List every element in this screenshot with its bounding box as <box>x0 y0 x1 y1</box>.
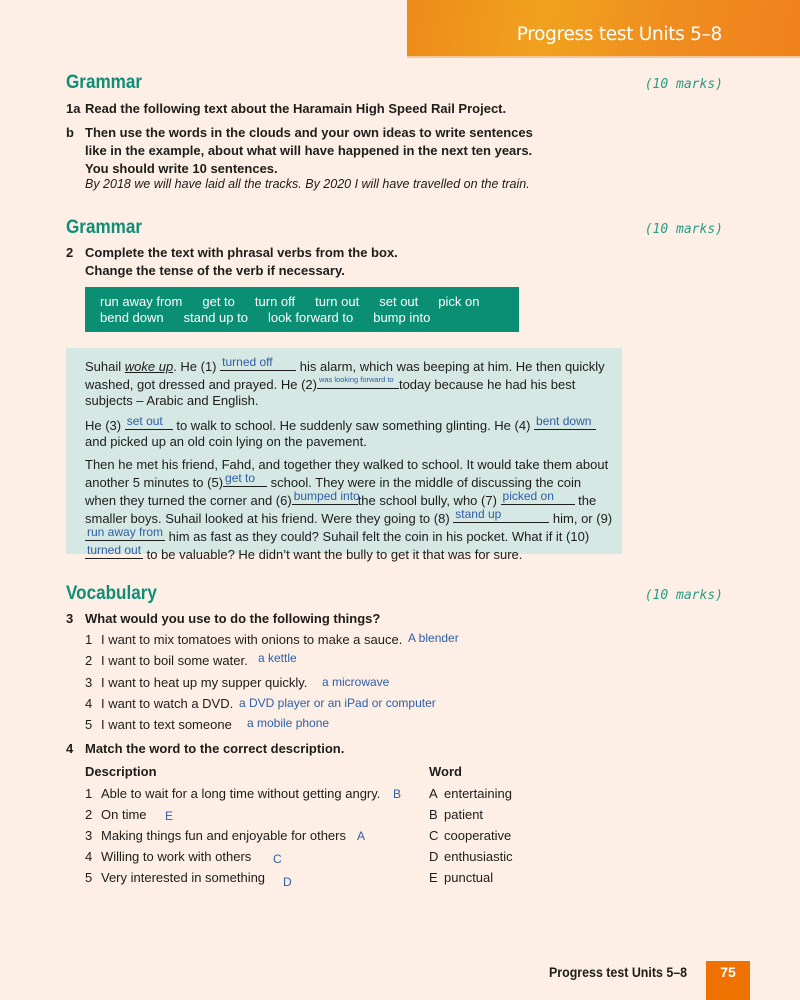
option-letter: D <box>429 849 439 864</box>
item-number: 2 <box>85 807 93 822</box>
question-text: Match the word to the correct description. <box>85 741 345 756</box>
question-line: Change the tense of the verb if necessary. <box>85 263 345 278</box>
item-text: I want to boil some water. <box>101 653 248 668</box>
blank-1[interactable] <box>220 357 296 371</box>
phrasal-verb-box <box>85 287 519 332</box>
vocab-answer-2[interactable]: a kettle <box>258 651 297 665</box>
word-box-item: turn off <box>254 294 296 309</box>
word-box-item: stand up to <box>183 310 248 325</box>
option-text: entertaining <box>444 786 512 801</box>
option-text: punctual <box>444 870 494 885</box>
example-sentence: By 2018 we will have laid all the tracks. By 2020 I will have travelled on the train. <box>85 177 530 191</box>
question-4 <box>66 740 345 758</box>
match-answer-4[interactable]: C <box>273 852 282 866</box>
description-item-2 <box>85 807 147 822</box>
blank-4[interactable] <box>534 416 596 430</box>
description-column-header: Description <box>85 764 157 779</box>
page-number: 75 <box>706 961 750 1000</box>
question-2 <box>66 244 398 280</box>
description-item-4 <box>85 849 251 864</box>
vocab-item-3 <box>85 675 307 690</box>
answer-7: picked on <box>502 489 554 503</box>
story-text: and picked up an old coin lying on the pavement. <box>85 434 367 449</box>
item-number: 4 <box>85 696 93 711</box>
vocab-answer-1[interactable]: A blender <box>408 631 459 645</box>
item-text: I want to heat up my supper quickly. <box>101 675 308 690</box>
question-line: Then use the words in the clouds and your own ideas to write sentences <box>85 125 533 140</box>
vocab-item-1 <box>85 632 402 647</box>
item-number: 5 <box>85 717 93 732</box>
word-option-d <box>429 849 513 864</box>
item-number: 1 <box>85 786 93 801</box>
option-text: enthusiastic <box>444 849 513 864</box>
answer-8: stand up <box>455 507 502 521</box>
option-letter: C <box>429 828 439 843</box>
item-text: On time <box>101 807 147 822</box>
vocab-item-2 <box>85 653 248 668</box>
option-letter: B <box>429 807 438 822</box>
word-box-item: pick on <box>438 294 480 309</box>
question-text: What would you use to do the following things? <box>85 611 381 626</box>
item-text: Able to wait for a long time without getting angry. <box>101 786 381 801</box>
header-banner <box>407 0 800 58</box>
item-text: I want to watch a DVD. <box>101 696 234 711</box>
option-letter: A <box>429 786 438 801</box>
vocab-item-5 <box>85 717 232 732</box>
answer-1: turned off <box>222 355 273 369</box>
word-box-item: run away from <box>100 294 183 309</box>
blank-3[interactable] <box>125 416 173 430</box>
story-text: to be valuable? He didn’t want the bully to get it that was for sure. <box>143 547 523 562</box>
question-number: 1a <box>66 101 81 116</box>
question-number: 4 <box>66 741 74 756</box>
section-title-grammar-2: Grammar <box>66 217 143 238</box>
story-text: to walk to school. He suddenly saw something glinting. He (4) <box>172 418 535 433</box>
answer-5: get to <box>225 471 256 485</box>
vocab-answer-5[interactable]: a mobile phone <box>247 716 330 730</box>
match-answer-3[interactable]: A <box>357 829 366 843</box>
story-text: today because he had his best subjects – Arabic and English. <box>85 377 576 408</box>
item-text: Making things fun and enjoyable for others <box>101 828 346 843</box>
description-item-5 <box>85 870 265 885</box>
word-option-e <box>429 870 493 885</box>
blank-8[interactable] <box>453 509 549 523</box>
section-title-vocabulary: Vocabulary <box>66 583 157 604</box>
story-text: Then he met his friend, Fahd, and together they walked to school. It would take them about another 5 minutes to (5) <box>85 457 609 490</box>
answer-10: turned out <box>87 543 142 557</box>
blank-6[interactable] <box>292 491 358 505</box>
description-item-1 <box>85 786 380 801</box>
section-marks-3: (10 marks) <box>644 588 723 603</box>
word-option-b <box>429 807 483 822</box>
option-text: patient <box>444 807 484 822</box>
item-text: Very interested in something <box>101 870 266 885</box>
story-text: him as fast as they could? Suhail felt the coin in his pocket. What if it (10) <box>165 529 590 544</box>
match-answer-5[interactable]: D <box>283 875 292 889</box>
vocab-item-4 <box>85 696 233 711</box>
vocab-answer-3[interactable]: a microwave <box>322 675 390 689</box>
match-answer-1[interactable]: B <box>393 787 402 801</box>
blank-7[interactable] <box>501 491 575 505</box>
story-text: the school bully, who (7) <box>357 493 501 508</box>
item-number: 1 <box>85 632 93 647</box>
word-box-item: turn out <box>315 294 360 309</box>
word-option-a <box>429 786 512 801</box>
word-box-item: set out <box>379 294 419 309</box>
option-text: cooperative <box>444 828 512 843</box>
word-box-row-2 <box>100 310 519 326</box>
word-box-item: bump into <box>373 310 431 325</box>
question-1b <box>66 124 533 178</box>
item-text: I want to mix tomatoes with onions to make a sauce. <box>101 632 403 647</box>
question-text: Read the following text about the Haramain High Speed Rail Project. <box>85 101 507 116</box>
vocab-answer-4[interactable]: a DVD player or an iPad or computer <box>239 696 436 710</box>
answer-4: bent down <box>536 414 592 428</box>
question-number: 2 <box>66 245 74 260</box>
question-line: like in the example, about what will have happened in the next ten years. <box>85 143 533 158</box>
section-title-grammar-1: Grammar <box>66 72 143 93</box>
page-header-title: Progress test Units 5–8 <box>516 24 722 45</box>
blank-9[interactable] <box>85 527 165 541</box>
story-text: the smaller boys. Suhail looked at his friend. Were they going to (8) <box>85 493 597 526</box>
question-3 <box>66 610 381 628</box>
match-answer-2[interactable]: E <box>165 809 174 823</box>
section-marks-2: (10 marks) <box>644 222 723 237</box>
item-text: Willing to work with others <box>101 849 252 864</box>
item-number: 3 <box>85 828 93 843</box>
description-item-3 <box>85 828 346 843</box>
item-number: 4 <box>85 849 93 864</box>
story-text: his alarm, which was beeping at him. He then quickly washed, got dressed and prayed. He (2) <box>85 359 605 392</box>
blank-2[interactable] <box>317 375 399 389</box>
story-text: . He (1) <box>173 359 221 374</box>
section-marks-1: (10 marks) <box>644 77 723 92</box>
answer-3: set out <box>126 414 163 428</box>
question-number: b <box>66 125 74 140</box>
word-box-item: get to <box>202 294 235 309</box>
word-column-header: Word <box>429 764 462 779</box>
word-box-item: bend down <box>100 310 164 325</box>
blank-10[interactable] <box>85 545 143 559</box>
item-number: 5 <box>85 870 93 885</box>
word-box-item: look forward to <box>267 310 354 325</box>
question-line: Complete the text with phrasal verbs from the box. <box>85 245 398 260</box>
item-number: 3 <box>85 675 93 690</box>
question-1a <box>66 100 507 118</box>
word-option-c <box>429 828 511 843</box>
blank-5[interactable] <box>223 473 267 487</box>
option-letter: E <box>429 870 438 885</box>
answer-6: bumped into <box>293 489 360 503</box>
word-box-row-1 <box>100 294 519 310</box>
question-number: 3 <box>66 611 74 626</box>
story-text: Suhail <box>85 359 125 374</box>
item-text: I want to text someone <box>101 717 232 732</box>
answer-9: run away from <box>87 525 164 539</box>
footer-title: Progress test Units 5–8 <box>549 965 688 980</box>
story-paragraph-1 <box>85 357 615 570</box>
example-answer: woke up <box>124 359 174 374</box>
question-line: You should write 10 sentences. <box>85 161 278 176</box>
story-text: He (3) <box>85 418 125 433</box>
story-text: school. They were in the middle of discussing the coin when they turned the corner and (6) <box>85 475 582 508</box>
item-number: 2 <box>85 653 93 668</box>
story-text: him, or (9) <box>549 511 613 526</box>
answer-2: was looking forward to <box>318 375 394 384</box>
